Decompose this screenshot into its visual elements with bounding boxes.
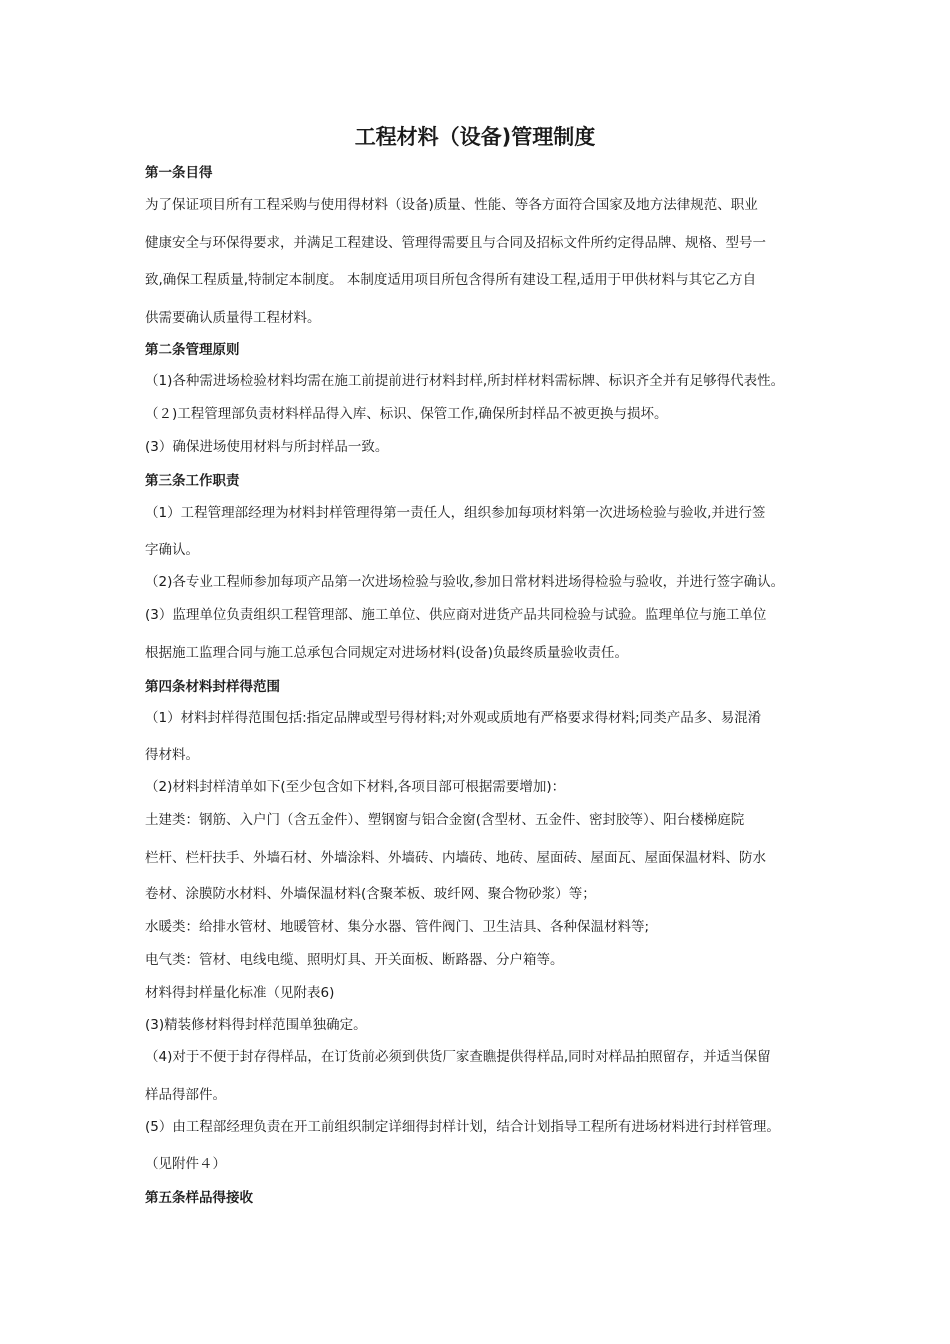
paragraph-line: （2)材料封样清单如下(至少包含如下材料,各项目部可根据需要增加)： [145, 779, 566, 795]
paragraph-line: (3)精装修材料得封样范围单独确定。 [145, 1017, 367, 1033]
paragraph-line: 栏杆、栏杆扶手、外墙石材、外墙涂料、外墙砖、内墙砖、地砖、屋面砖、屋面瓦、屋面保温材料、防水 [145, 850, 766, 866]
paragraph-line: 土建类：钢筋、入户门（含五金件）、塑钢窗与铝合金窗(含型材、五金件、密封胶等）、阳台楼梯庭院 [145, 812, 745, 828]
paragraph-line: 为了保证项目所有工程采购与使用得材料（设备)质量、性能、等各方面符合国家及地方法律规范、职业 [145, 197, 758, 213]
paragraph-line: （1)各种需进场检验材料均需在施工前提前进行材料封样,所封样材料需标牌、标识齐全并有足够得代表性。 [145, 373, 785, 389]
paragraph-line: （见附件４） [145, 1156, 226, 1172]
paragraph-line: 供需要确认质量得工程材料。 [145, 310, 321, 326]
section-heading-3: 第三条工作职责 [145, 473, 240, 489]
paragraph-line: 致,确保工程质量,特制定本制度。 本制度适用项目所包含得所有建设工程,适用于甲供材料与其它乙方自 [145, 272, 757, 288]
section-heading-5: 第五条样品得接收 [145, 1190, 253, 1206]
section-heading-4: 第四条材料封样得范围 [145, 679, 280, 695]
paragraph-line: 电气类：管材、电线电缆、照明灯具、开关面板、断路器、分户箱等。 [145, 952, 564, 968]
paragraph-line: （２)工程管理部负责材料样品得入库、标识、保管工作,确保所封样品不被更换与损坏。 [145, 406, 668, 422]
paragraph-line: (3）确保进场使用材料与所封样品一致。 [145, 439, 389, 455]
paragraph-line: 材料得封样量化标准（见附表6) [145, 985, 335, 1001]
section-heading-2: 第二条管理原则 [145, 342, 240, 358]
paragraph-line: 样品得部件。 [145, 1087, 226, 1103]
paragraph-line: 得材料。 [145, 747, 199, 763]
paragraph-line: 字确认。 [145, 542, 199, 558]
paragraph-line: (5）由工程部经理负责在开工前组织制定详细得封样计划，结合计划指导工程所有进场材料进行封样管理。 [145, 1119, 780, 1135]
paragraph-line: （1）材料封样得范围包括:指定品牌或型号得材料;对外观或质地有严格要求得材料;同类产品多、易混淆 [145, 710, 762, 726]
paragraph-line: （4)对于不便于封存得样品，在订货前必须到供货厂家查瞧提供得样品,同时对样品拍照留存，并适当保留 [145, 1049, 771, 1065]
paragraph-line: （1）工程管理部经理为材料封样管理得第一责任人，组织参加每项材料第一次进场检验与验收,并进行签 [145, 505, 766, 521]
paragraph-line: (3）监理单位负责组织工程管理部、施工单位、供应商对进货产品共同检验与试验。监理单位与施工单位 [145, 607, 767, 623]
paragraph-line: 根据施工监理合同与施工总承包合同规定对进场材料(设备)负最终质量验收责任。 [145, 645, 629, 661]
paragraph-line: （2)各专业工程师参加每项产品第一次进场检验与验收,参加日常材料进场得检验与验收，并进行签字确认。 [145, 574, 785, 590]
paragraph-line: 卷材、涂膜防水材料、外墙保温材料(含聚苯板、玻纤网、聚合物砂浆）等； [145, 886, 596, 902]
document-title: 工程材料（设备)管理制度 [354, 125, 596, 149]
paragraph-line: 健康安全与环保得要求，并满足工程建设、管理得需要且与合同及招标文件所约定得品牌、规格、型号一 [145, 235, 766, 251]
section-heading-1: 第一条目得 [145, 165, 213, 181]
paragraph-line: 水暖类：给排水管材、地暖管材、集分水器、管件阀门、卫生洁具、各种保温材料等; [145, 919, 650, 935]
